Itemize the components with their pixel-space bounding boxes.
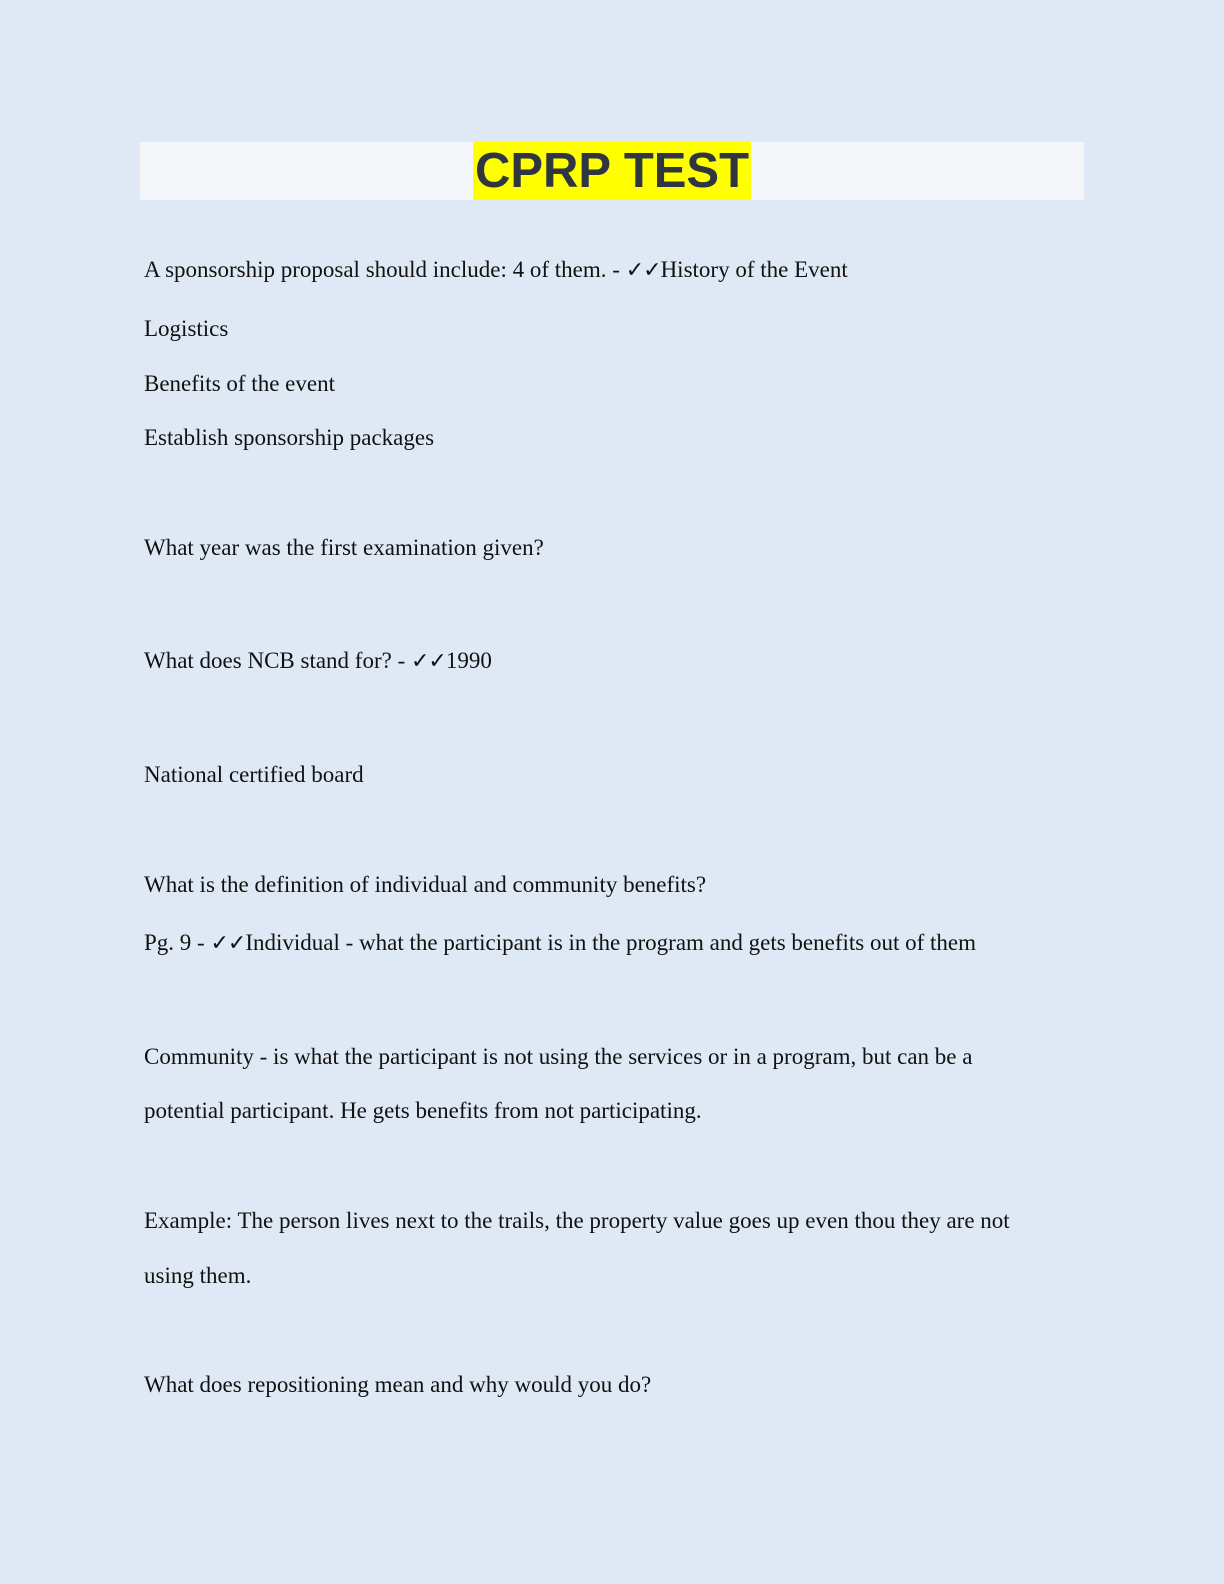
title-band xyxy=(140,142,1084,200)
q2-question: What year was the first examination given? xyxy=(144,535,544,560)
document-title: CPRP TEST xyxy=(474,144,750,198)
q3-answer-line-2: National certified board xyxy=(144,762,364,787)
q4-example-line-1: Example: The person lives next to the trails, the property value goes up even thou they are not xyxy=(144,1208,1010,1233)
q1-answer-line-4: Establish sponsorship packages xyxy=(144,425,435,450)
q3-answer: 1990 xyxy=(445,648,492,673)
q4-example-line-2: using them. xyxy=(144,1263,252,1288)
q3-question: What does NCB stand for? - xyxy=(144,648,411,673)
q1-answer: History of the Event xyxy=(660,257,848,282)
q5-question: What does repositioning mean and why would you do? xyxy=(144,1372,652,1397)
q4-community-line-2: potential participant. He gets benefits from not participating. xyxy=(144,1098,702,1123)
q4-community-line-1: Community - is what the participant is not using the services or in a program, but can be a xyxy=(144,1044,973,1069)
q4-answer: Individual - what the participant is in the program and gets benefits out of them xyxy=(245,930,977,955)
q4-question: What is the definition of individual and community benefits? xyxy=(144,872,707,897)
q1-line xyxy=(144,256,848,285)
q4-answer-line xyxy=(144,929,976,958)
q1-question: A sponsorship proposal should include: 4 of them. - xyxy=(144,257,626,282)
check-mark-icon: ✓✓ xyxy=(210,931,246,956)
q1-answer-line-2: Logistics xyxy=(144,316,229,341)
check-mark-icon: ✓✓ xyxy=(411,649,446,674)
q3-line xyxy=(144,647,492,676)
q1-answer-line-3: Benefits of the event xyxy=(144,371,335,396)
check-mark-icon: ✓✓ xyxy=(625,258,661,283)
q4-page-ref: Pg. 9 - xyxy=(144,930,211,955)
